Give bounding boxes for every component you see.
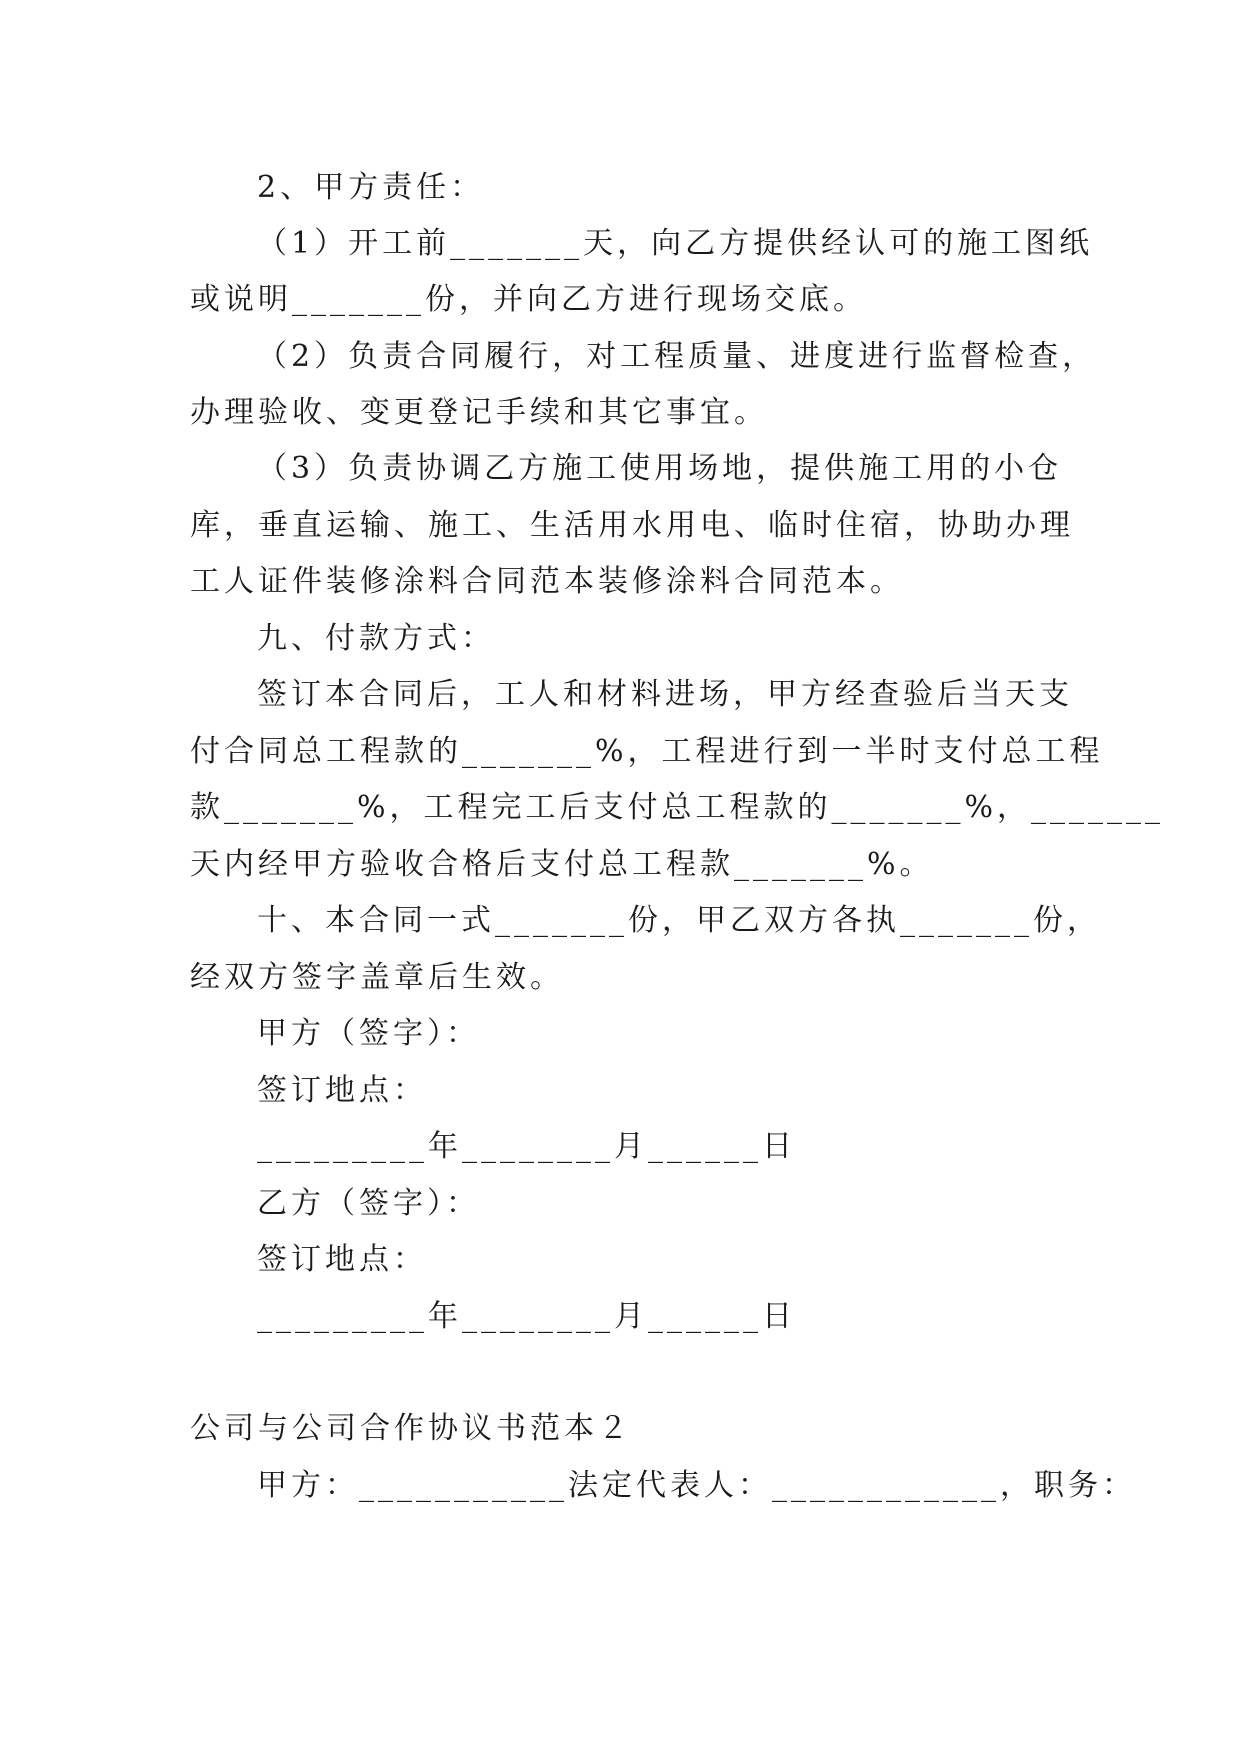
paragraph-line: （3）负责协调乙方施工使用场地，提供施工用的小仓 xyxy=(257,451,1063,486)
paragraph-line: 工人证件装修涂料合同范本装修涂料合同范本。 xyxy=(190,564,904,599)
paragraph-line: 库，垂直运输、施工、生活用水用电、临时住宿，协助办理 xyxy=(190,508,1074,543)
paragraph-line: 甲方：___________法定代表人：____________，职务： xyxy=(257,1468,1136,1503)
party-a-signature-label: 甲方（签字）： xyxy=(257,1016,480,1051)
paragraph-line: 经双方签字盖章后生效。 xyxy=(190,960,564,995)
paragraph-line: 十、本合同一式_______份，甲乙双方各执_______份， xyxy=(257,903,1101,938)
section-heading-party-a-duties: 2、甲方责任： xyxy=(257,170,485,205)
paragraph-line: 天内经甲方验收合格后支付总工程款_______%。 xyxy=(190,847,934,882)
paragraph-line: 款_______%，工程完工后支付总工程款的_______%，_______ xyxy=(190,790,1165,825)
paragraph-line: 办理验收、变更登记手续和其它事宜。 xyxy=(190,395,768,430)
paragraph-line: 付合同总工程款的_______%，工程进行到一半时支付总工程 xyxy=(190,734,1104,769)
section-heading-payment: 九、付款方式： xyxy=(257,621,495,656)
paragraph-line: （1）开工前_______天，向乙方提供经认可的施工图纸 xyxy=(257,226,1094,261)
paragraph-line: （2）负责合同履行，对工程质量、进度进行监督检查， xyxy=(257,339,1097,374)
party-b-signature-label: 乙方（签字）： xyxy=(257,1186,480,1221)
document-section-title: 公司与公司合作协议书范本２ xyxy=(190,1411,632,1446)
paragraph-line: 或说明_______份，并向乙方进行现场交底。 xyxy=(190,282,867,317)
paragraph-line: 签订本合同后，工人和材料进场，甲方经查验后当天支 xyxy=(257,677,1073,712)
date-line: _________年________月______日 xyxy=(257,1129,796,1164)
signing-place-label: 签订地点： xyxy=(257,1073,427,1108)
date-line: _________年________月______日 xyxy=(257,1299,796,1334)
signing-place-label: 签订地点： xyxy=(257,1242,427,1277)
